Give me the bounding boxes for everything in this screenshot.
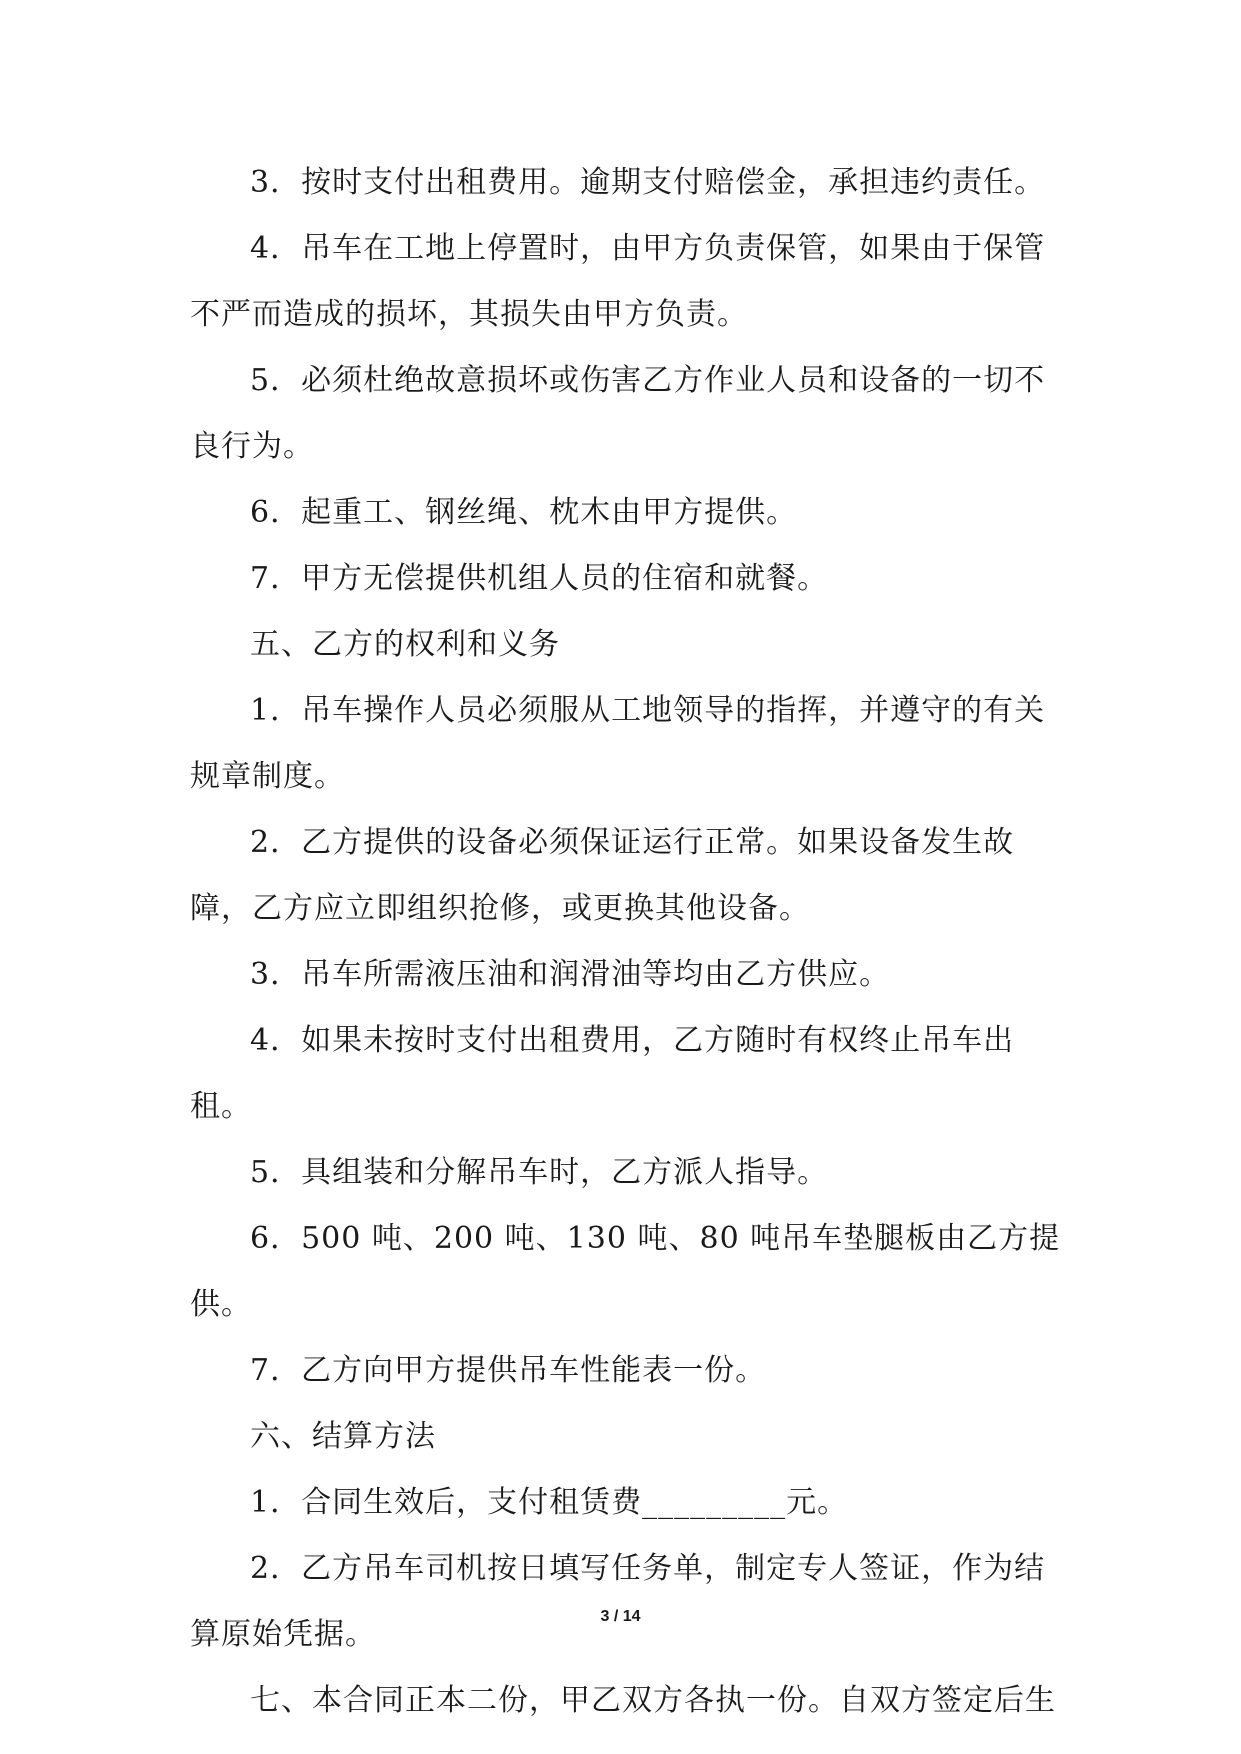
- paragraph-obligation-5: 5．必须杜绝故意损坏或伤害乙方作业人员和设备的一切不良行为。: [190, 363, 1046, 464]
- paragraph-obligation-3: 3．按时支付出租费用。逾期支付赔偿金，承担违约责任。: [250, 165, 1046, 200]
- paragraph-settlement-2: 2．乙方吊车司机按日填写任务单，制定专人签证，作为结算原始凭据。: [190, 1551, 1046, 1652]
- paragraph-party-b-4: 4．如果未按时支付出租费用，乙方随时有权终止吊车出租。: [190, 1023, 1015, 1124]
- section-heading-7: 七、本合同正本二份，甲乙双方各执一份。自双方签定后生: [250, 1683, 1056, 1718]
- paragraph-party-b-1: 1．吊车操作人员必须服从工地领导的指挥，并遵守的有关规章制度。: [190, 693, 1046, 794]
- paragraph-obligation-4: 4．吊车在工地上停置时，由甲方负责保管，如果由于保管不严而造成的损坏，其损失由甲方负责。: [190, 231, 1046, 332]
- paragraph-party-b-7: 7．乙方向甲方提供吊车性能表一份。: [250, 1353, 767, 1388]
- paragraph-party-b-5: 5．具组装和分解吊车时，乙方派人指导。: [250, 1155, 829, 1190]
- section-heading-5: 五、乙方的权利和义务: [250, 627, 560, 662]
- paragraph-obligation-7: 7．甲方无偿提供机组人员的住宿和就餐。: [250, 561, 829, 596]
- document-body: [190, 150, 1070, 1734]
- paragraph-obligation-6: 6．起重工、钢丝绳、枕木由甲方提供。: [250, 495, 798, 530]
- paragraph-settlement-1: 1．合同生效后，支付租赁费_________元。: [250, 1485, 849, 1520]
- paragraph-party-b-2: 2．乙方提供的设备必须保证运行正常。如果设备发生故障，乙方应立即组织抢修，或更换其他设备。: [190, 825, 1015, 926]
- page-number: 3 / 14: [600, 1608, 641, 1625]
- paragraph-party-b-6: 6．500 吨、200 吨、130 吨、80 吨吊车垫腿板由乙方提供。: [190, 1221, 1061, 1322]
- paragraph-party-b-3: 3．吊车所需液压油和润滑油等均由乙方供应。: [250, 957, 891, 992]
- section-heading-6: 六、结算方法: [250, 1419, 436, 1454]
